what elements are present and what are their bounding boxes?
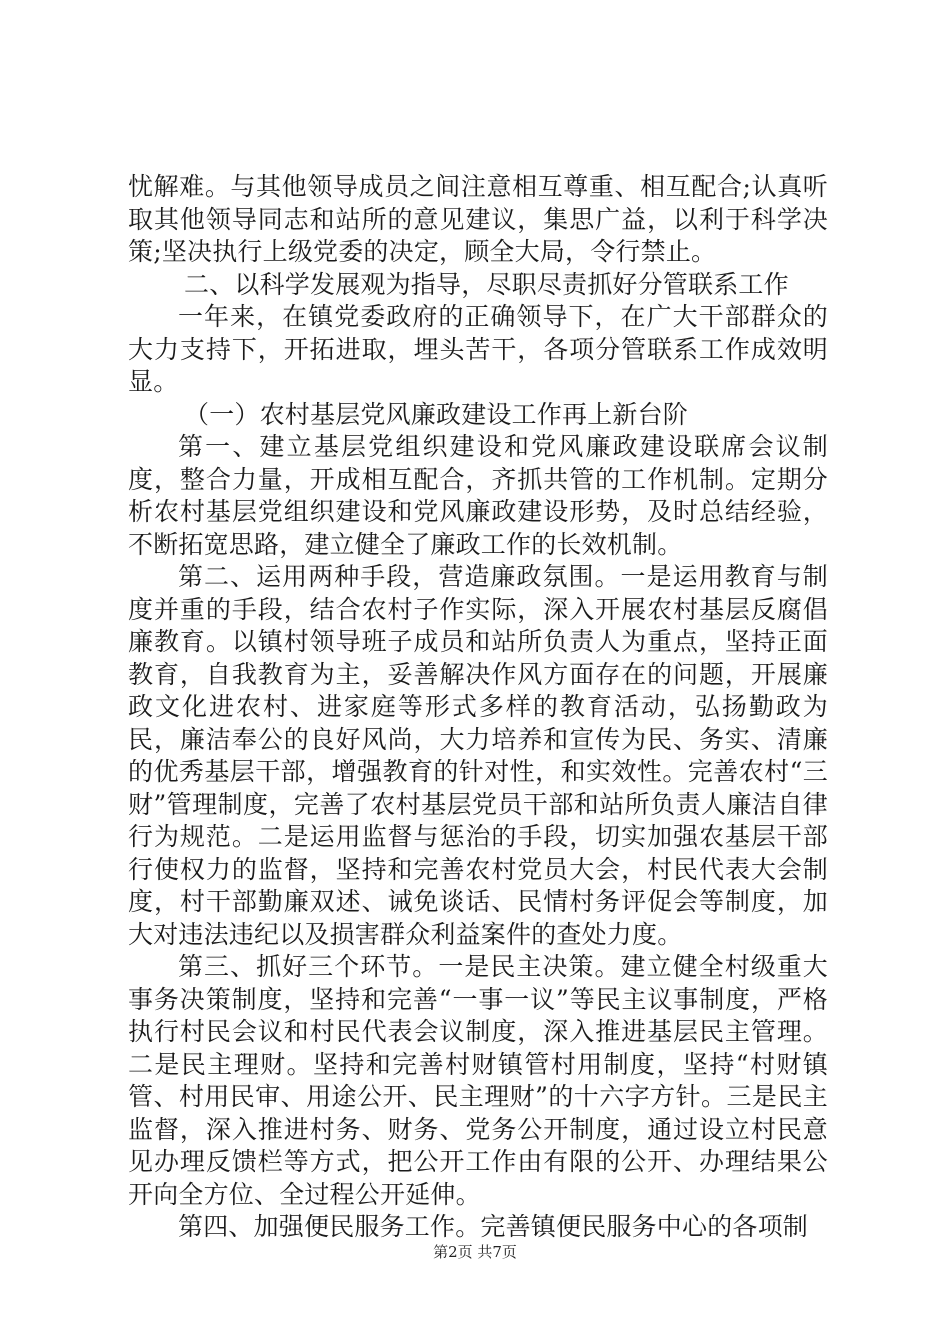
section-heading-2: 二、以科学发展观为指导，尽职尽责抓好分管联系工作: [184, 269, 789, 299]
document-body: [128, 171, 828, 1244]
paragraph-continuation: 忧解难。与其他领导成员之间注意相互尊重、相互配合;认真听取其他领导同志和站所的意见建议，集思广益，以利于科学决策;坚决执行上级党委的决定，顾全大局，令行禁止。: [128, 172, 828, 266]
page-number-footer: 第2页 共7页: [433, 1243, 517, 1261]
paragraph-overview: 一年来，在镇党委政府的正确领导下，在广大干部群众的大力支持下，开拓进取，埋头苦干，各项分管联系工作成效明显。: [128, 302, 828, 396]
paragraph-fourth: 第四、加强便民服务工作。完善镇便民服务中心的各项制: [178, 1212, 809, 1241]
paragraph-second: 第二、运用两种手段，营造廉政氛围。一是运用教育与制度并重的手段，结合农村子作实际，深入开展农村基层反腐倡廉教育。以镇村领导班子成员和站所负责人为重点，坚持正面教育，自我教育为主，妥善解决作风方面存在的问题，开展廉政文化进农村、进家庭等形式多样的教育活动，弘扬勤政为民，廉洁奉公的良好风尚，大力培养和宣传为民、务实、清廉的优秀基层干部，增强教育的针对性，和实效性。完善农村“三财”管理制度，完善了农村基层党员干部和站所负责人廉洁自律行为规范。二是运用监督与惩治的手段，切实加强农基层干部行使权力的监督，坚持和完善农村党员大会，村民代表大会制度，村干部勤廉双述、诫免谈话、民情村务评促会等制度，加大对违法违纪以及损害群众利益案件的查处力度。: [128, 562, 828, 949]
paragraph-first: 第一、建立基层党组织建设和党风廉政建设联席会议制度，整合力量，开成相互配合，齐抓共管的工作机制。定期分析农村基层党组织建设和党风廉政建设形势，及时总结经验，不断拓宽思路，建立健全了廉政工作的长效机制。: [128, 432, 828, 559]
subsection-heading-1: （一）农村基层党风廉政建设工作再上新台阶: [184, 399, 689, 429]
paragraph-third: 第三、抓好三个环节。一是民主决策。建立健全村级重大事务决策制度，坚持和完善“一事一议”等民主议事制度，严格执行村民会议和村民代表会议制度，深入推进基层民主管理。二是民主理财。坚持和完善村财镇管村用制度，坚持“村财镇管、村用民审、用途公开、民主理财”的十六字方针。三是民主监督，深入推进村务、财务、党务公开制度，通过设立村民意见办理反馈栏等方式，把公开工作由有限的公开、办理结果公开向全方位、全过程公开延伸。: [128, 952, 828, 1209]
